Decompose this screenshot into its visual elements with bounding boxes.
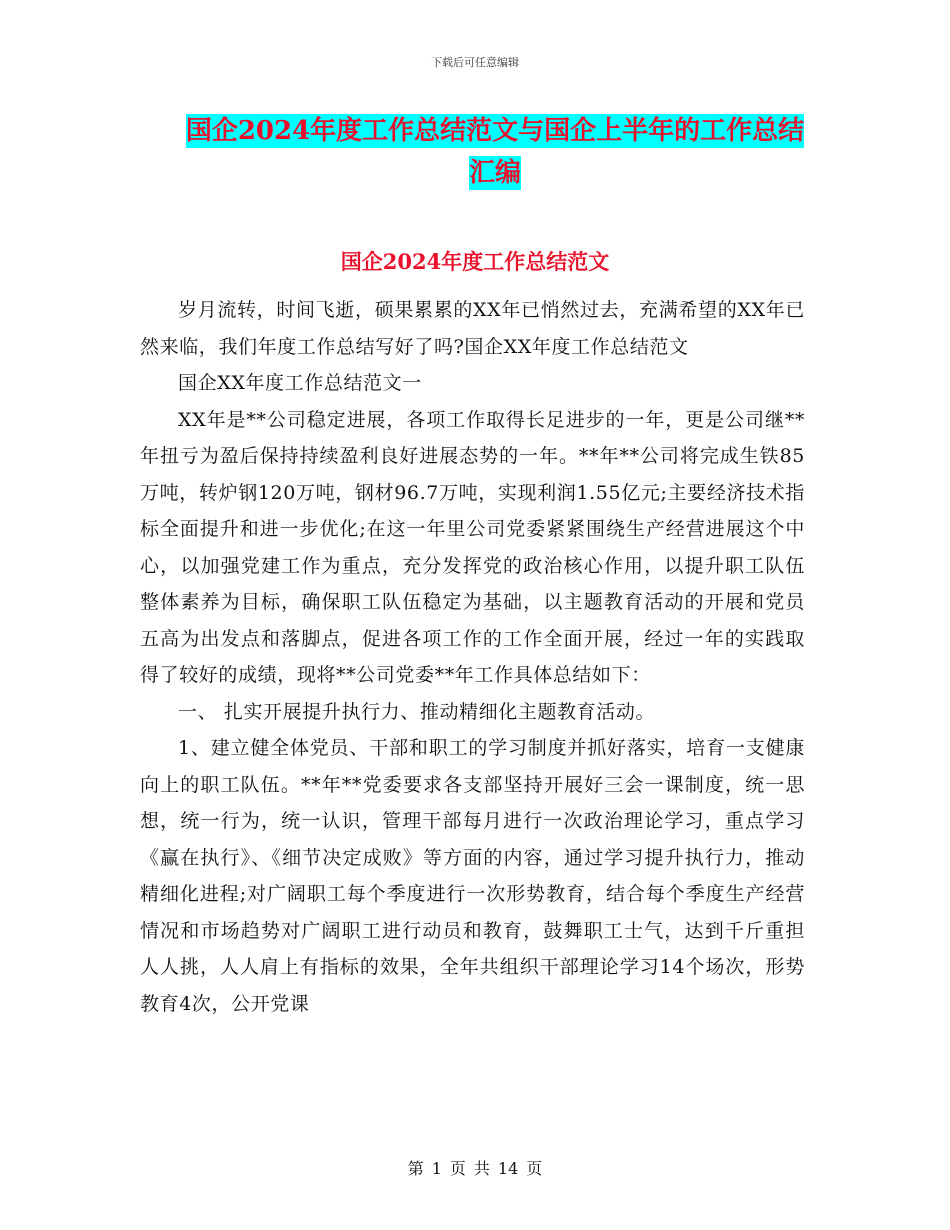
footer-total-number: 14 [497,1159,519,1178]
document-body [140,292,805,1022]
paragraph-item-1: 1、建立健全体党员、干部和职工的学习制度并抓好落实，培育一支健康向上的职工队伍。**年**党委要求各支部坚持开展好三会一课制度，统一思想，统一行为，统一认识，管理干部每月进行一次政治理论学习，重点学习《赢在执行》、《细节决定成败》等方面的内容，通过学习提升执行力，推动精细化进程;对广阔职工每个季度进行一次形势教育，结合每个季度生产经营情况和市场趋势对广阔职工进行动员和教育，鼓舞职工士气，达到千斤重担人人挑，人人肩上有指标的效果，全年共组织干部理论学习14个场次，形势教育4次，公开党课 [140,737,805,1015]
document-title-line1: 国企2024年度工作总结范文与国企上半年的工作总结 [185,116,805,146]
paragraph-intro: 岁月流转，时间飞逝，硕果累累的XX年已悄然过去，充满希望的XX年已然来临，我们年度工作总结写好了吗?国企XX年度工作总结范文 [140,299,805,358]
footer-page-label: 第 [407,1159,424,1178]
paragraph-section-heading: 一、 扎实开展提升执行力、推动精细化主题教育活动。 [178,700,656,723]
paragraph-summary: XX年是**公司稳定进展，各项工作取得长足进步的一年，更是公司继**年扭亏为盈后保持持续盈利良好进展态势的一年。**年**公司将完成生铁85万吨，转炉钢120万吨，钢材96.7万吨，实现利润1.55亿元;主要经济技术指标全面提升和进一步优化;在这一年里公司党委紧紧围绕生产经营进展这个中心，以加强党建工作为重点，充分发挥党的政治核心作用，以提升职工队伍整体素养为目标，确保职工队伍稳定为基础，以主题教育活动的开展和党员五高为出发点和落脚点，促进各项工作的工作全面开展，经过一年的实践取得了较好的成绩，现将**公司党委**年工作具体总结如下： [140,408,805,686]
footer-total-unit: 页 [526,1159,543,1178]
paragraph-subheading: 国企XX年度工作总结范文一 [178,372,422,394]
page-header-note: 下载后可任意编辑 [431,56,519,69]
footer-page-number: 1 [431,1159,442,1178]
footer-total-label: 共 [473,1159,490,1178]
page-footer [0,1156,950,1179]
document-title-line2: 汇编 [468,158,521,188]
section-title: 国企2024年度工作总结范文 [340,249,610,274]
footer-page-unit: 页 [449,1159,466,1178]
document-title [140,110,850,194]
